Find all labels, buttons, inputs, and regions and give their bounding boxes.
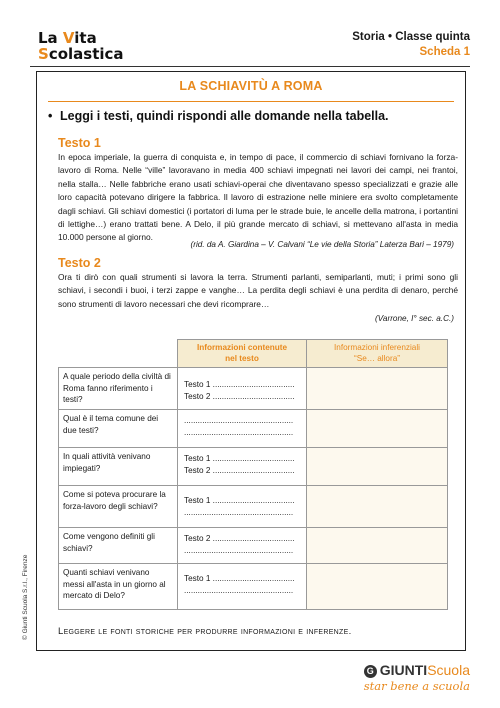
inference-cell[interactable] <box>307 410 448 448</box>
answer-line: Testo 1 .................................... <box>184 380 295 389</box>
answer-cell[interactable] <box>178 368 307 410</box>
logo-text: La <box>38 29 63 47</box>
bullet-icon: • <box>48 109 53 123</box>
column-header-text: nel testo <box>225 354 259 363</box>
instruction <box>48 109 389 123</box>
answer-line: ................................................ <box>184 545 294 555</box>
table-row <box>59 410 448 448</box>
inference-cell[interactable] <box>307 486 448 528</box>
logo <box>38 30 124 62</box>
answer-line: Testo 1 .................................... <box>184 496 295 505</box>
inference-cell[interactable] <box>307 368 448 410</box>
logo-text: ita <box>74 29 97 47</box>
inference-cell[interactable] <box>307 528 448 564</box>
brand-text-accent: Scuola <box>427 662 470 678</box>
brand-name <box>364 662 470 678</box>
answer-line: ................................................ <box>184 416 294 425</box>
column-header-text: “Se… allora” <box>354 354 400 363</box>
answer-cell[interactable] <box>178 448 307 486</box>
answer-line: Testo 2 .................................... <box>184 534 295 543</box>
subject-label: Storia • Classe quinta <box>352 31 470 43</box>
testo1-source: (rid. da A. Giardina – V. Calvani “Le vie della Storia” Laterza Bari – 1979) <box>190 240 454 249</box>
inference-cell[interactable] <box>307 564 448 610</box>
header-divider <box>30 66 470 67</box>
answer-table <box>58 339 448 610</box>
logo-text: colastica <box>48 45 124 63</box>
answer-line: Testo 1 .................................... <box>184 454 295 463</box>
answer-cell[interactable] <box>178 410 307 448</box>
brand-text: GIUNTI <box>379 662 428 678</box>
answer-line: ................................................ <box>184 585 294 595</box>
question-cell: In quali attività venivano impiegati? <box>59 448 178 486</box>
answer-line: ................................................ <box>184 427 294 437</box>
logo-text-accent: V <box>62 29 75 47</box>
table-row <box>59 486 448 528</box>
testo2-heading: Testo 2 <box>58 256 101 270</box>
question-cell: Come si poteva procurare la forza-lavoro degli schiavi? <box>59 486 178 528</box>
question-cell: Quanti schiavi venivano messi all'asta in un giorno al mercato di Delo? <box>59 564 178 610</box>
brand-tagline: star bene a scuola <box>363 679 470 693</box>
answer-line: ................................................ <box>184 507 294 517</box>
table-row <box>59 368 448 410</box>
answer-line: Testo 1 .................................... <box>184 574 295 583</box>
question-cell: Qual è il tema comune dei due testi? <box>59 410 178 448</box>
answer-cell[interactable] <box>178 528 307 564</box>
column-header-inference <box>307 340 448 368</box>
question-cell: Come vengono definiti gli schiavi? <box>59 528 178 564</box>
table-row <box>59 564 448 610</box>
table-corner <box>59 340 178 368</box>
giunti-logo-icon: G <box>364 665 377 678</box>
sheet-label: Scheda 1 <box>419 46 470 58</box>
testo2-source: (Varrone, I° sec. a.C.) <box>375 314 454 323</box>
testo1-heading: Testo 1 <box>58 136 101 150</box>
page-title: LA SCHIAVITÙ A ROMA <box>179 79 323 93</box>
footer-instruction: Leggere le fonti storiche per produrre informazioni e inferenze. <box>58 626 352 637</box>
header-info <box>352 30 470 60</box>
question-cell: A quale periodo della civiltà di Roma fanno riferimento i testi? <box>59 368 178 410</box>
brand <box>364 662 470 693</box>
instruction-text: Leggi i testi, quindi rispondi alle domande nella tabella. <box>60 109 389 123</box>
table-row <box>59 448 448 486</box>
title-divider <box>48 101 454 102</box>
testo1-body: In epoca imperiale, la guerra di conquista e, in tempo di pace, il commercio di schiavi fornivano la forza-lavoro di Roma. Nelle “ville” lavoravano in media 400 schiavi impegnati nei lavori dei campi, nei frantoi, nella stalla… Nelle fabbriche erano usati schiavi-operai che diventavano spesso specializzati e grazie alle loro capacità potevano dirigere la fabbrica. Il lavoro di estrazione nelle miniere era svolto completamente dagli schiavi. Gli schiavi domestici (i portatori di luma per le strade buie, le ancelle della matrona, i portantini di lettighe…) erano trattati bene. A Delo, il più grande mercato di schiavi, si mettevano all'asta in media 10.000 persone al giorno. <box>58 152 458 243</box>
answer-cell[interactable] <box>178 564 307 610</box>
inference-cell[interactable] <box>307 448 448 486</box>
answer-line: Testo 2 .................................... <box>184 465 295 475</box>
copyright-notice: © Giunti Scuola S.r.l., Firenze <box>22 554 29 640</box>
testo2-body: Ora ti dirò con quali strumenti si lavora la terra. Strumenti parlanti, semiparlanti, muti; i primi sono gli schiavi, i secondi i buoi, i terzi zappe e vanghe… La perdita degli schiavi è una perdita di denaro, perché sono strumenti di lavoro necessari che devi ricomprare… <box>58 272 458 309</box>
table-row <box>59 528 448 564</box>
column-header-text: Informazioni contenute <box>196 343 288 352</box>
column-header-info <box>178 340 307 368</box>
answer-line: Testo 2 .................................... <box>184 391 295 401</box>
answer-cell[interactable] <box>178 486 307 528</box>
column-header-text: Informazioni inferenziali <box>333 343 420 352</box>
logo-text-accent: S <box>38 45 49 63</box>
